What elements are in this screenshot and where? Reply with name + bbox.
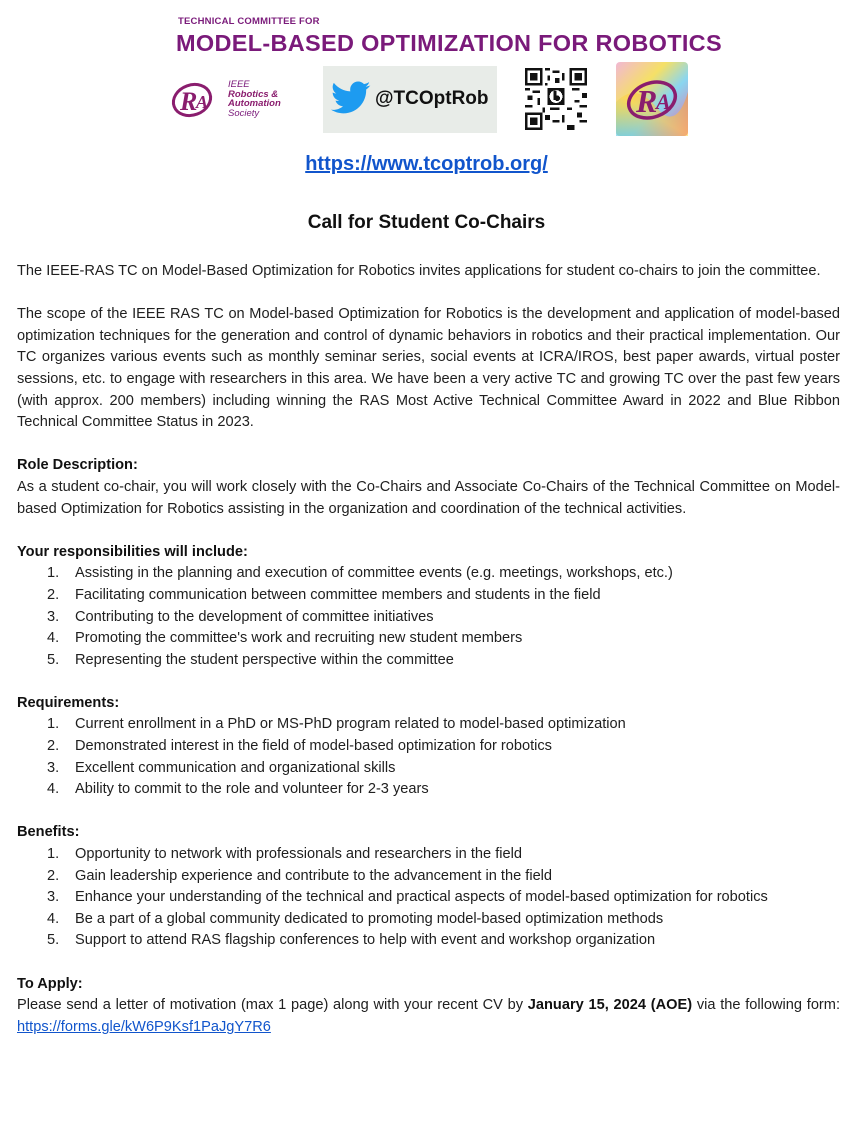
list-item: 5. Support to attend RAS flagship conferences to help with event and workshop organization	[47, 932, 656, 949]
list-item: 3. Contributing to the development of committee initiatives	[47, 608, 434, 625]
svg-text:R: R	[180, 87, 198, 116]
responsibilities-list	[17, 563, 840, 671]
list-item: 1. Current enrollment in a PhD or MS-PhD program related to model-based optimization	[47, 716, 626, 733]
svg-text:A: A	[196, 92, 209, 112]
twitter-bird-icon	[331, 80, 371, 116]
header-title: MODEL-BASED OPTIMIZATION FOR ROBOTICS	[176, 30, 722, 56]
scope-paragraph: The scope of the IEEE RAS TC on Model-based Optimization for Robotics is the development and application of model-based optimization techniques for the generation and control of dynamic behaviors in robotics and their practical implementation. Our TC organizes various events such as monthly seminar series, social events at ICRA/IROS, best paper awards, virtual poster sessions, etc. to engage with researchers in this area. We have been a very active TC and growing TC over the past few years (with approx. 200 members) including winning the RAS Most Active Technical Committee Award in 2022 and Blue Ribbon Technical Committee Status in 2023.	[17, 306, 840, 431]
header-subtitle: TECHNICAL COMMITTEE FOR	[178, 16, 320, 27]
list-item: 2. Demonstrated interest in the field of model-based optimization for robotics	[47, 738, 552, 755]
requirements-list	[17, 714, 840, 800]
apply-paragraph: Please send a letter of motivation (max 1 page) along with your recent CV by January 15, 2024 (AOE) via the following form: https://forms.gle/kW6P9Ksf1PaJgY7R6	[17, 997, 841, 1035]
role-paragraph: As a student co-chair, you will work closely with the Co-Chairs and Associate Co-Chairs of the Technical Committee on Model-based Optimization for Robotics assisting in the organization and coordination of the technical activities.	[17, 478, 840, 517]
application-form-link[interactable]: https://forms.gle/kW6P9Ksf1PaJgY7R6	[17, 1018, 271, 1035]
benefits-list	[17, 844, 840, 952]
twitter-handle: @TCOptRob	[375, 88, 489, 109]
role-heading: Role Description:	[17, 457, 138, 474]
document-body	[17, 261, 840, 1038]
deadline: January 15, 2024 (AOE)	[527, 997, 693, 1014]
list-item: 3. Enhance your understanding of the technical and practical aspects of model-based optimization for robotics	[47, 889, 768, 906]
list-item: 2. Facilitating communication between committee members and students in the field	[47, 586, 601, 603]
apply-heading: To Apply:	[17, 975, 83, 992]
list-item: 1. Assisting in the planning and execution of committee events (e.g. meetings, workshops, etc.)	[47, 565, 673, 582]
svg-text:A: A	[656, 89, 671, 114]
list-item: 4. Promoting the committee's work and recruiting new student members	[47, 630, 523, 647]
list-item: 1. Opportunity to network with professionals and researchers in the field	[47, 846, 522, 863]
responsibilities-heading: Your responsibilities will include:	[17, 543, 248, 560]
requirements-heading: Requirements:	[17, 694, 120, 711]
list-item: 5. Representing the student perspective within the committee	[47, 651, 454, 668]
tc-logo-icon	[616, 62, 688, 136]
twitter-badge[interactable]	[323, 66, 497, 133]
svg-text:R: R	[636, 83, 658, 119]
list-item: 2. Gain leadership experience and contribute to the advancement in the field	[47, 867, 553, 884]
page-title: Call for Student Co-Chairs	[307, 212, 546, 233]
benefits-heading: Benefits:	[17, 824, 80, 841]
list-item: 4. Ability to commit to the role and volunteer for 2-3 years	[47, 781, 429, 798]
intro-paragraph: The IEEE-RAS TC on Model-Based Optimization for Robotics invites applications for student co-chairs to join the committee.	[17, 263, 821, 279]
website-link[interactable]: https://www.tcoptrob.org/	[305, 153, 548, 175]
list-item: 4. Be a part of a global community dedicated to promoting model-based optimization methods	[47, 910, 664, 927]
list-item: 3. Excellent communication and organizational skills	[47, 759, 396, 776]
ras-logo-text: IEEE Robotics & Automation Society	[228, 79, 281, 119]
qr-code-icon	[525, 68, 587, 130]
